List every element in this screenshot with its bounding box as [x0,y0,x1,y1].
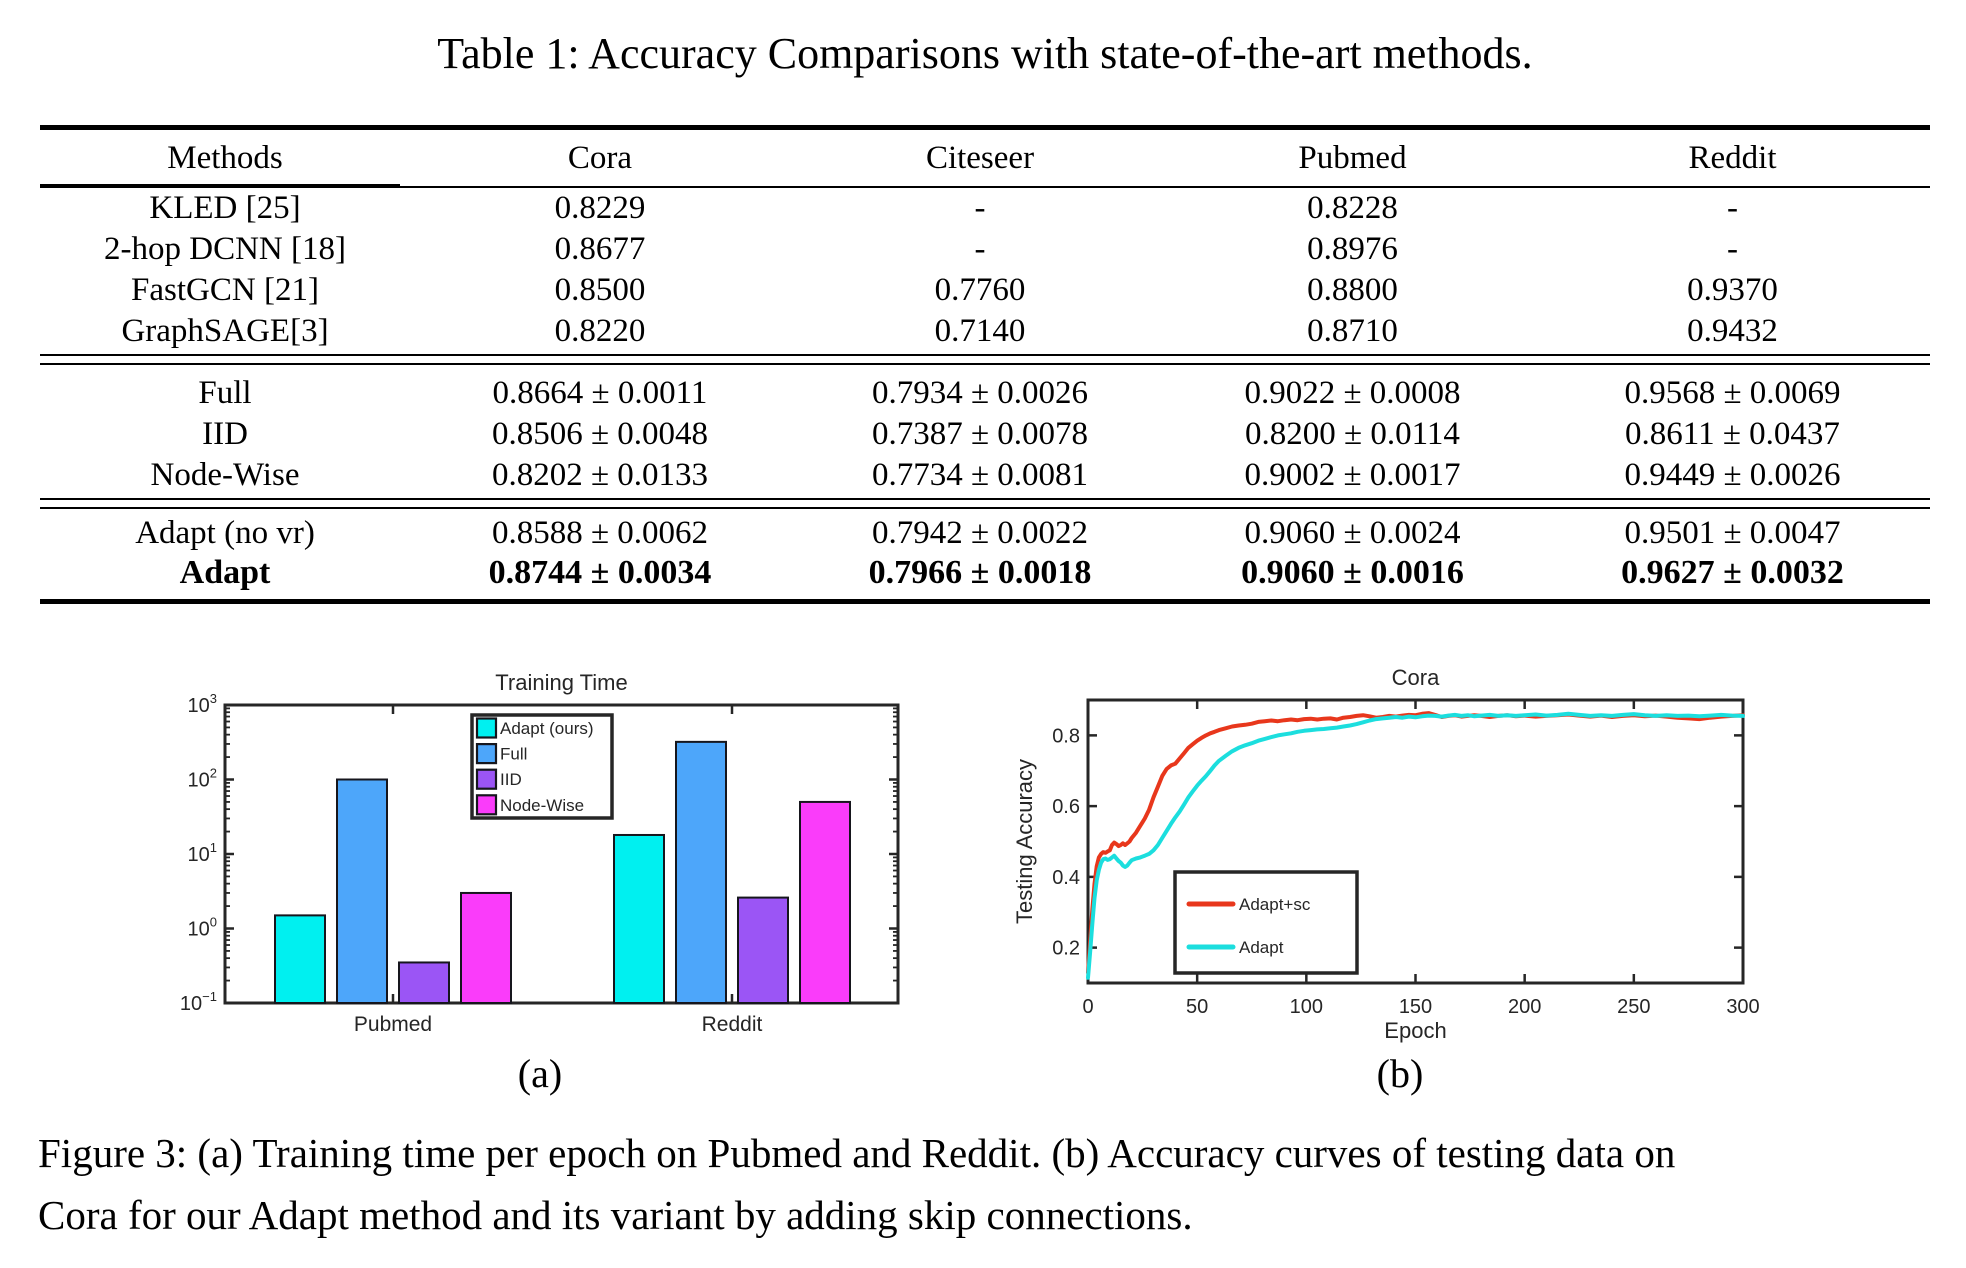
accuracy-table [40,125,1930,604]
svg-text:Adapt+sc: Adapt+sc [1239,895,1311,914]
table-cell: Full [198,375,252,411]
table-cell: - [974,231,986,267]
table-cell: 0.8500 [554,272,646,308]
table-row [40,455,1930,496]
svg-text:Training Time: Training Time [495,670,628,695]
table-cell: 0.8744 ± 0.0034 [488,554,712,591]
table-cell: Adapt (no vr) [135,514,315,551]
svg-text:200: 200 [1507,996,1542,1018]
table-cell: 0.9370 [1687,272,1778,308]
table-cell: 0.8200 ± 0.0114 [1245,416,1460,452]
table-row [40,188,1930,229]
table-cell: 0.8611 ± 0.0437 [1625,416,1840,452]
svg-text:Testing Accuracy: Testing Accuracy [1012,758,1037,925]
svg-text:Full: Full [500,744,528,764]
table-cell: 0.7140 [934,313,1026,349]
svg-text:50: 50 [1186,996,1209,1018]
svg-text:Cora: Cora [1391,665,1440,690]
table-cell: 0.8588 ± 0.0062 [491,514,709,551]
table-cell: 0.7760 [934,272,1026,308]
table-group-rule [40,354,1930,365]
table-cell: 0.8506 ± 0.0048 [491,416,709,452]
table-cell: 0.9022 ± 0.0008 [1244,375,1461,411]
table-cell: 0.8800 [1307,272,1398,308]
table-cell: 0.9002 ± 0.0017 [1244,457,1461,493]
table-cell: 0.7966 ± 0.0018 [868,554,1092,591]
table-row [40,553,1930,593]
table-header-rule-segment [40,184,400,186]
table-title: Table 1: Accuracy Comparisons with state-of-the-art methods. [437,29,1533,78]
table-cell: 0.8677 [554,231,646,267]
table-column-header: Pubmed [1298,139,1407,176]
svg-text:250: 250 [1617,996,1651,1018]
svg-text:Node-Wise: Node-Wise [500,795,585,815]
table-bottom-rule [40,599,1930,604]
table-body [40,188,1930,593]
table-column-header: Citeseer [925,139,1035,176]
cora-accuracy-chart [1010,660,1820,1100]
svg-text:0.6: 0.6 [1052,796,1080,819]
table-cell: Node-Wise [150,457,300,493]
table-cell: 0.7942 ± 0.0022 [871,514,1089,551]
svg-text:Adapt: Adapt [1239,938,1284,957]
table-cell: 0.8710 [1307,313,1398,349]
table-cell: 0.9449 ± 0.0026 [1624,457,1841,493]
subfigure-label-b: (b) [1376,1051,1424,1096]
figure-caption [38,1122,1938,1246]
table-cell: - [1727,190,1738,226]
table-cell: 0.8664 ± 0.0011 [492,375,708,411]
table-cell: 0.9627 ± 0.0032 [1621,554,1844,591]
table-cell: 0.8228 [1307,190,1398,226]
svg-text:0.2: 0.2 [1052,937,1080,960]
svg-text:100: $10^0$ [187,914,217,941]
table-row [40,513,1930,553]
table-row [40,414,1930,455]
table-cell: 0.8202 ± 0.0133 [491,457,709,493]
table-row [40,311,1930,352]
table-cell: 0.8229 [554,190,646,226]
svg-text:0.8: 0.8 [1052,725,1080,748]
table-cell: - [974,190,986,226]
svg-text:Pubmed: Pubmed [353,1013,433,1036]
table-cell: Adapt [179,554,271,591]
svg-text:Epoch: Epoch [1384,1018,1447,1043]
table-column-header: Reddit [1688,139,1777,176]
svg-text:Adapt (ours): Adapt (ours) [500,719,594,738]
table-cell: 0.9501 ± 0.0047 [1624,514,1841,551]
table-cell: FastGCN [21] [131,272,319,308]
svg-text:10−1: $10^{-1}$ [179,989,217,1015]
table-cell: 0.9568 ± 0.0069 [1624,375,1841,411]
svg-text:103: $10^3$ [187,691,217,717]
table-cell: KLED [25] [149,190,301,226]
table-row [40,270,1930,311]
table-group-rule [40,498,1930,509]
table-column-header: Cora [567,139,633,176]
table-cell: 2-hop DCNN [18] [104,231,346,267]
svg-text:100: 100 [1289,996,1324,1018]
table-row [40,229,1930,270]
table-cell: 0.7734 ± 0.0081 [871,457,1089,493]
table-header-row [40,130,1930,186]
table-cell: GraphSAGE[3] [121,313,329,349]
svg-text:0.4: 0.4 [1052,866,1080,889]
svg-text:102: $10^2$ [187,765,217,792]
table-cell: 0.9060 ± 0.0016 [1241,554,1464,591]
table-cell: 0.8976 [1307,231,1398,267]
subfigure-label-a: (a) [517,1051,563,1096]
table-cell: - [1727,231,1738,267]
table-cell: IID [202,416,248,452]
svg-text:101: $10^1$ [187,840,217,866]
svg-text:300: 300 [1726,996,1760,1018]
table-cell: 0.9432 [1687,313,1778,349]
svg-text:0: 0 [1082,996,1094,1018]
table-cell: 0.9060 ± 0.0024 [1244,514,1461,551]
figure-caption-line2: Cora for our Adapt method and its variant by adding skip connections. [38,1192,1193,1238]
table-cell: 0.8220 [554,313,646,349]
figure-caption-line1: Figure 3: (a) Training time per epoch on Pubmed and Reddit. (b) Accuracy curves of testing data on [38,1130,1676,1176]
svg-text:150: 150 [1398,996,1433,1018]
table-cell: 0.7387 ± 0.0078 [871,416,1089,452]
table-row [40,373,1930,414]
table-cell: 0.7934 ± 0.0026 [871,375,1089,411]
table-column-header: Methods [167,139,283,176]
svg-text:IID: IID [500,770,522,790]
svg-text:Reddit: Reddit [701,1013,763,1036]
training-time-chart [120,660,960,1100]
